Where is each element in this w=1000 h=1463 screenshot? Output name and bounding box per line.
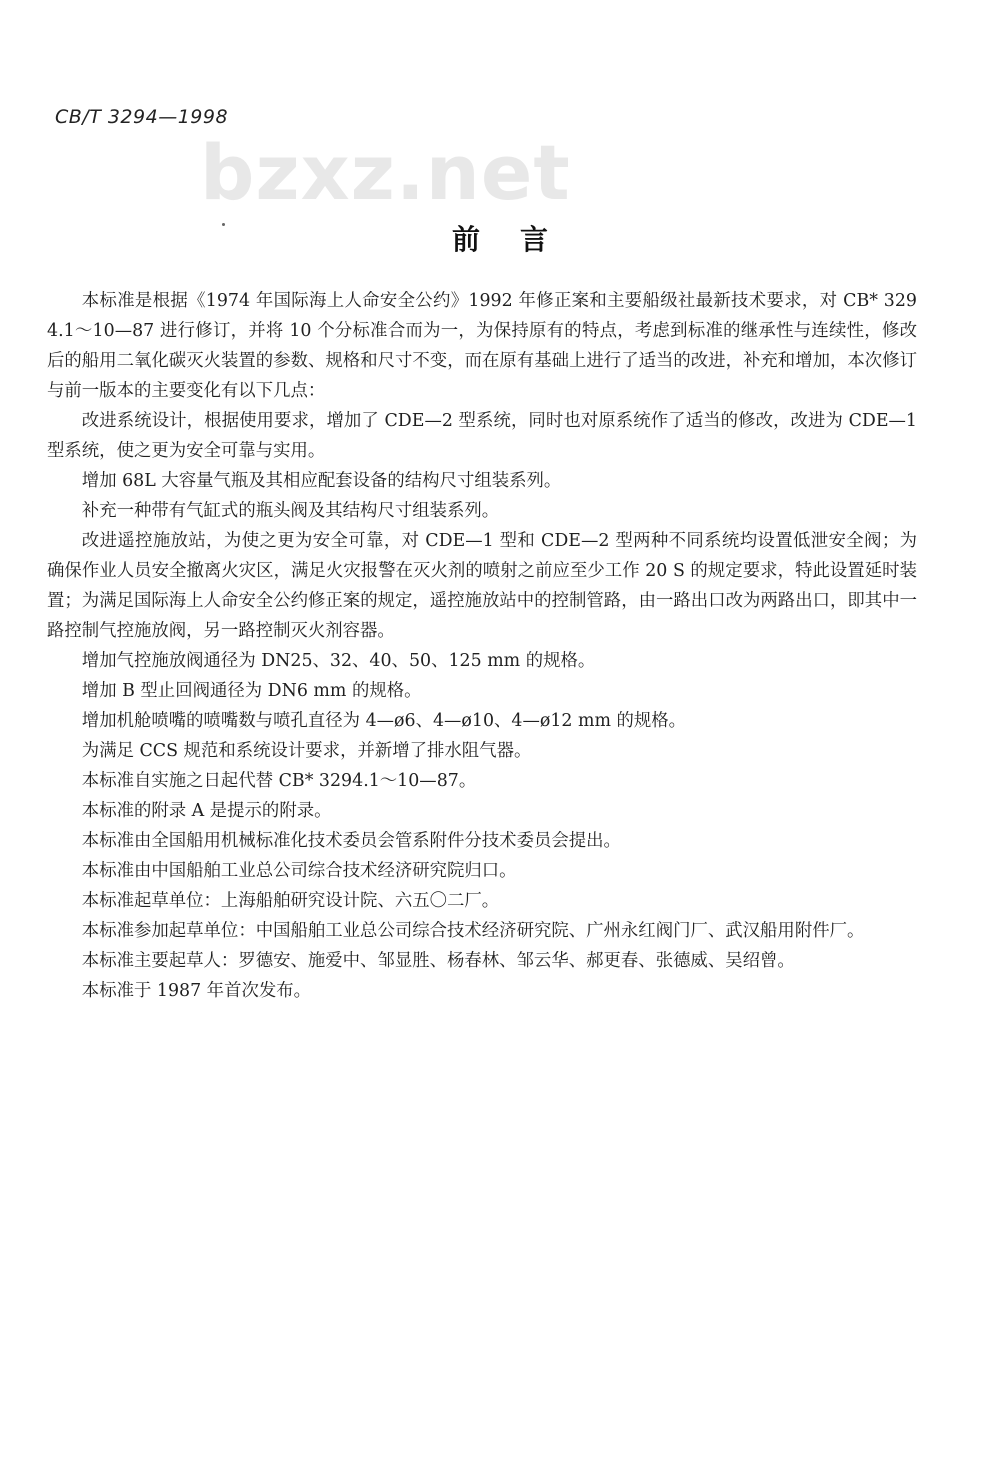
- paragraph: 本标准是根据《1974 年国际海上人命安全公约》1992 年修正案和主要船级社最新技术要求，对 CB* 3294.1～10—87 进行修订，并将 10 个分标准合而为一，为保持原有的特点，考虑到标准的继承性与连续性，修改后的船用二氧化碳灭火装置的参数、规格和尺寸不变，而在原有基础上进行了适当的改进，补充和增加，本次修订与前一版本的主要变化有以下几点：: [47, 291, 917, 401]
- paragraph: 增加机舱喷嘴的喷嘴数与喷孔直径为 4—ø6、4—ø10、4—ø12 mm 的规格。: [81, 711, 687, 731]
- paragraph: 增加 B 型止回阀通径为 DN6 mm 的规格。: [81, 681, 422, 701]
- paragraph: 增加气控施放阀通径为 DN25、32、40、50、125 mm 的规格。: [81, 651, 596, 671]
- paragraph: 改进系统设计，根据使用要求，增加了 CDE—2 型系统，同时也对原系统作了适当的修改，改进为 CDE—1 型系统，使之更为安全可靠与实用。: [47, 411, 917, 461]
- watermark: bzxz.net: [200, 128, 571, 217]
- document-code: CB/T 3294—1998: [55, 106, 229, 128]
- paragraph: 为满足 CCS 规范和系统设计要求，并新增了排水阻气器。: [81, 741, 532, 761]
- paragraph: 本标准于 1987 年首次发布。: [81, 981, 312, 1001]
- paragraph: 本标准主要起草人：罗德安、施爱中、邹显胜、杨春林、邹云华、郝更春、张德威、吴绍曾。: [81, 951, 795, 971]
- paragraph: 补充一种带有气缸式的瓶头阀及其结构尺寸组装系列。: [81, 501, 500, 521]
- foreword-body: [47, 286, 917, 1006]
- paragraph: 本标准由中国船舶工业总公司综合技术经济研究院归口。: [81, 861, 517, 881]
- page-title: 前言: [451, 223, 588, 256]
- paragraph: 本标准参加起草单位：中国船舶工业总公司综合技术经济研究院、广州永红阀门厂、武汉船用附件厂。: [81, 921, 865, 941]
- paragraph: 本标准由全国船用机械标准化技术委员会管系附件分技术委员会提出。: [81, 831, 621, 851]
- paragraph: 本标准自实施之日起代替 CB* 3294.1～10—87。: [81, 771, 477, 791]
- paragraph: 本标准的附录 A 是提示的附录。: [81, 801, 332, 821]
- paragraph: 本标准起草单位：上海船舶研究设计院、六五〇二厂。: [81, 891, 500, 911]
- paragraph: 改进遥控施放站，为使之更为安全可靠，对 CDE—1 型和 CDE—2 型两种不同系统均设置低泄安全阀；为确保作业人员安全撤离火灾区，满足火灾报警在灭火剂的喷射之前应至少工作 20 S 的规定要求，特此设置延时装置；为满足国际海上人命安全公约修正案的规定，遥控施放站中的控制管路，由一路出口改为两路出口，即其中一路控制气控施放阀，另一路控制灭火剂容器。: [47, 531, 917, 641]
- paragraph: 增加 68L 大容量气瓶及其相应配套设备的结构尺寸组装系列。: [81, 471, 562, 491]
